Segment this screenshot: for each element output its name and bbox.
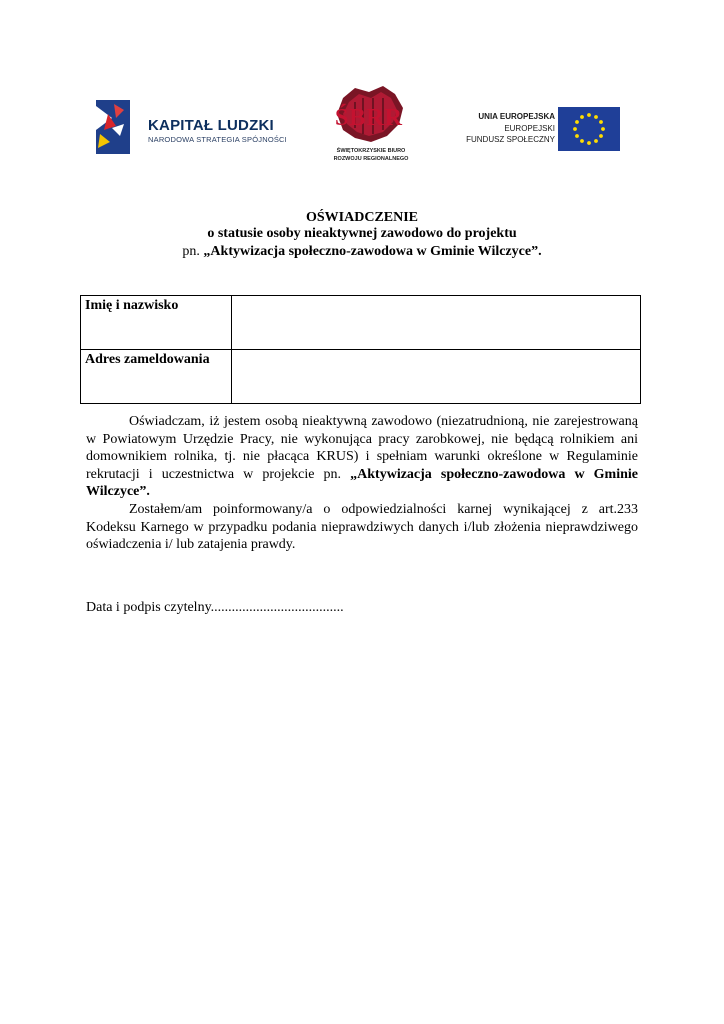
eu-line-2: EUROPEJSKI xyxy=(504,124,555,133)
name-label: Imię i nazwisko xyxy=(81,296,232,350)
sbrr-line-2: ROZWOJU REGIONALNEGO xyxy=(333,156,409,162)
declaration-p1-text: Oświadczam, iż jestem osobą nieaktywną zawodowo (niezatrudnioną, nie zarejestrowaną w Powiatowym Urzędzie Pracy, nie wykonująca pracy zarobkowej, nie będącą rolnikiem ani domownikiem rolnika, tj. nie płacąca KRUS) i spełniam warunki określone w Regulaminie rekrutacji i uczestnictwa w projekcie pn. xyxy=(86,414,638,482)
kapital-ludzki-logo xyxy=(94,96,294,160)
project-prefix: pn. xyxy=(182,244,204,259)
declaration-p1-project: „Aktywizacja społeczno-zawodowa w Gminie Wilczyce”. xyxy=(86,466,638,500)
eu-flag-icon xyxy=(558,107,620,151)
kapital-ludzki-subtitle: NARODOWA STRATEGIA SPÓJNOŚCI xyxy=(148,135,287,144)
declaration-text xyxy=(86,413,638,554)
document-subtitle: o statusie osoby nieaktywnej zawodowo do projektu xyxy=(207,226,517,241)
eu-logo xyxy=(458,107,628,153)
kapital-ludzki-emblem-icon xyxy=(94,96,134,158)
project-name: „Aktywizacja społeczno-zawodowa w Gminie Wilczyce”. xyxy=(203,244,542,259)
signature-line[interactable]: Data i podpis czytelny...................................... xyxy=(86,600,344,615)
sbrr-name: ŚBRR xyxy=(334,105,404,131)
declaration-paragraph-1 xyxy=(86,413,638,501)
personal-data-table xyxy=(80,295,641,404)
address-label: Adres zameldowania xyxy=(81,350,232,404)
name-field[interactable] xyxy=(232,296,641,350)
document-title: OŚWIADCZENIE xyxy=(305,210,419,225)
table-row xyxy=(81,296,641,350)
sbrr-logo xyxy=(325,84,425,168)
address-field[interactable] xyxy=(232,350,641,404)
eu-line-3: FUNDUSZ SPOŁECZNY xyxy=(466,135,555,144)
kapital-ludzki-title: KAPITAŁ LUDZKI xyxy=(148,117,274,134)
eu-line-1: UNIA EUROPEJSKA xyxy=(478,112,555,121)
project-line xyxy=(0,244,724,260)
sbrr-line-1: ŚWIĘTOKRZYSKIE BIURO xyxy=(336,148,406,154)
declaration-paragraph-2: Zostałem/am poinformowany/a o odpowiedzialności karnej wynikającej z art.233 Kodeksu Karnego w przypadku podania nieprawdziwych danych i/lub złożenia nieprawdziwego oświadczenia i/ lub zatajenia prawdy. xyxy=(86,501,638,553)
table-row xyxy=(81,350,641,404)
